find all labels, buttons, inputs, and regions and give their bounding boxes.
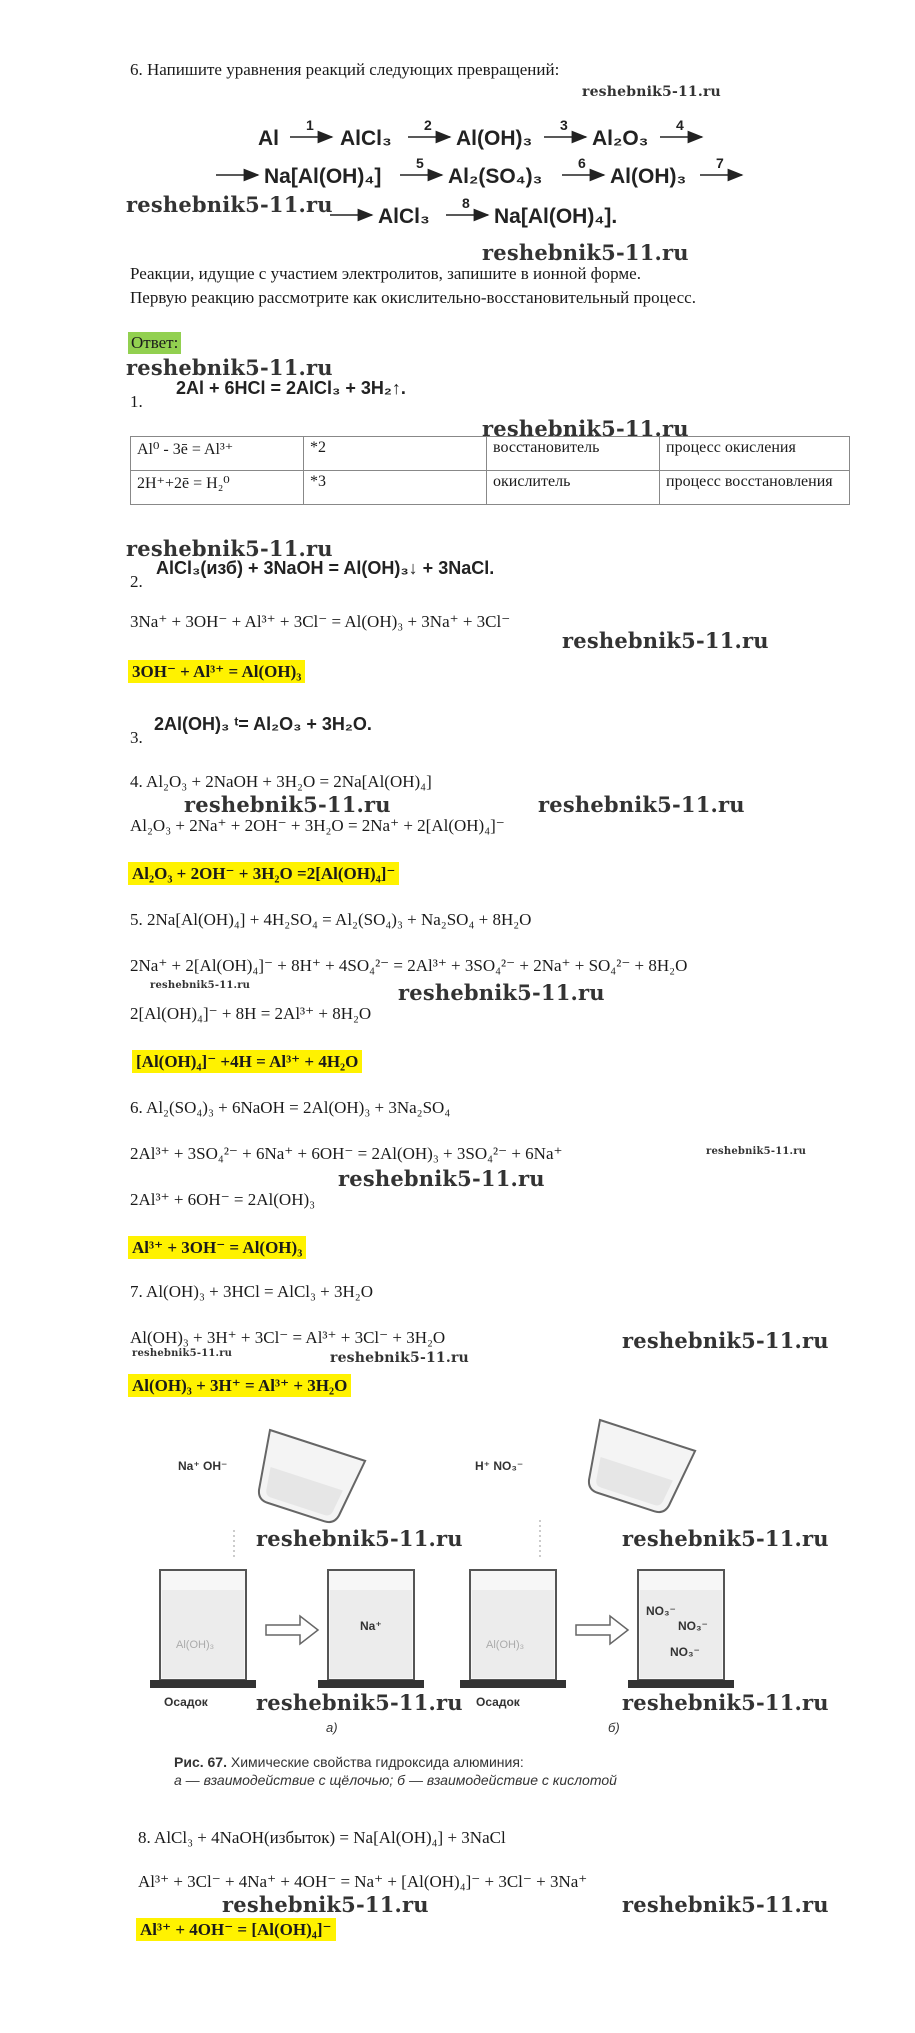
watermark: reshebnik5-11.ru xyxy=(126,536,333,561)
chain-item: Na[Al(OH)₄] xyxy=(264,165,382,188)
figure-label: NO₃⁻ xyxy=(646,1604,676,1618)
watermark: reshebnik5-11.ru xyxy=(256,1690,463,1715)
pouring-beaker-icon xyxy=(578,1420,695,1517)
ionic-full: 3Na⁺ + 3OH⁻ + Al³⁺ + 3Cl⁻ = Al(OH)₃ + 3Na⁺ + 3Cl⁻ xyxy=(130,612,511,631)
table-row xyxy=(131,437,850,471)
equation: 7. Al(OH)₃ + 3HCl = AlCl₃ + 3H₂O xyxy=(130,1282,373,1301)
table-cell: 2H⁺+2ē = H₂⁰ xyxy=(131,471,304,505)
ionic-short: 3OH⁻ + Al³⁺ = Al(OH)₃ xyxy=(128,660,305,683)
equation: 2Al + 6HCl = 2AlCl₃ + 3H₂↑. xyxy=(176,378,406,398)
figure-label: Na⁺ OH⁻ xyxy=(178,1459,228,1473)
figure-label: а) xyxy=(326,1720,338,1735)
ionic-full: Al₂O₃ + 2Na⁺ + 2OH⁻ + 3H₂O = 2Na⁺ + 2[Al(OH)₄]⁻ xyxy=(130,816,505,835)
table-row xyxy=(131,471,850,505)
ionic-short: Al³⁺ + 4OH⁻ = [Al(OH)₄]⁻ xyxy=(136,1918,336,1941)
ionic-mid: 2[Al(OH)₄]⁻ + 8H = 2Al³⁺ + 8H₂O xyxy=(130,1004,372,1023)
figure-label: NO₃⁻ xyxy=(678,1619,708,1633)
chain-step: 8 xyxy=(462,195,470,211)
chain-item: Al₂O₃ xyxy=(592,127,649,150)
ionic-short: Al₂O₃ + 2OH⁻ + 3H₂O =2[Al(OH)₄]⁻ xyxy=(128,862,399,885)
beaker-icon xyxy=(150,1570,256,1688)
watermark: reshebnik5-11.ru xyxy=(538,792,745,817)
watermark: reshebnik5-11.ru xyxy=(622,1892,829,1917)
watermark: reshebnik5-11.ru xyxy=(706,1146,807,1157)
chain-item: Na[Al(OH)₄]. xyxy=(494,205,618,228)
table-cell: процесс окисления xyxy=(660,437,850,471)
chain-step: 4 xyxy=(676,117,684,133)
equation: 6. Al₂(SO₄)₃ + 6NaOH = 2Al(OH)₃ + 3Na₂SO₄ xyxy=(130,1098,451,1117)
watermark: reshebnik5-11.ru xyxy=(582,84,721,100)
redox-table xyxy=(130,436,850,505)
step-number: 2. xyxy=(130,572,143,591)
watermark: reshebnik5-11.ru xyxy=(562,628,769,653)
equation: AlCl₃(изб) + 3NaOH = Al(OH)₃↓ + 3NaCl. xyxy=(156,558,495,578)
watermark: reshebnik5-11.ru xyxy=(338,1166,545,1191)
equation: 4. Al₂O₃ + 2NaOH + 3H₂O = 2Na[Al(OH)₄] xyxy=(130,772,432,791)
chain-step: 5 xyxy=(416,155,424,171)
figure-caption-line1: Химические свойства гидроксида алюминия: xyxy=(230,1754,524,1770)
ionic-full: 2Na⁺ + 2[Al(OH)₄]⁻ + 8H⁺ + 4SO₄²⁻ = 2Al³⁺ + 3SO₄²⁻ + 2Na⁺ + SO₄²⁻ + 8H₂O xyxy=(130,956,688,975)
step-number: 1. xyxy=(130,392,143,411)
equation: 8. AlCl₃ + 4NaOH(избыток) = Na[Al(OH)₄] + 3NaCl xyxy=(138,1828,506,1847)
watermark: reshebnik5-11.ru xyxy=(150,980,251,991)
figure-label: Осадок xyxy=(164,1695,208,1709)
chain-item: Al xyxy=(258,127,279,150)
equation: 2Al(OH)₃ ᵗ= Al₂O₃ + 3H₂O. xyxy=(154,714,372,734)
figure-caption-line2: а — взаимодействие с щёлочью; б — взаимодействие с кислотой xyxy=(174,1772,617,1788)
figure-label: Осадок xyxy=(476,1695,520,1709)
table-cell: Al⁰ - 3ē = Al³⁺ xyxy=(131,437,304,471)
figure-caption-number: Рис. 67. xyxy=(174,1754,227,1770)
watermark: reshebnik5-11.ru xyxy=(482,416,689,441)
instruction-1: Реакции, идущие с участием электролитов, запишите в ионной форме. xyxy=(130,264,641,283)
chain-step: 6 xyxy=(578,155,586,171)
figure-label: Na⁺ xyxy=(360,1619,382,1633)
chain-step: 2 xyxy=(424,117,432,133)
chain-step: 3 xyxy=(560,117,568,133)
chain-step: 1 xyxy=(306,117,314,133)
answer-label: Ответ: xyxy=(128,332,181,354)
chain-step: 7 xyxy=(716,155,724,171)
task-title: 6. Напишите уравнения реакций следующих превращений: xyxy=(130,60,560,79)
figure-label: Al(OH)₃ xyxy=(486,1639,525,1651)
watermark: reshebnik5-11.ru xyxy=(222,1892,429,1917)
table-cell: процесс восстановления xyxy=(660,471,850,505)
watermark: reshebnik5-11.ru xyxy=(126,192,333,217)
ionic-short: Al³⁺ + 3OH⁻ = Al(OH)₃ xyxy=(128,1236,306,1259)
beaker-icon xyxy=(460,1570,566,1688)
chain-item: Al(OH)₃ xyxy=(456,127,533,150)
figure-label: б) xyxy=(608,1720,620,1735)
table-cell: окислитель xyxy=(487,471,660,505)
table-cell: восстановитель xyxy=(487,437,660,471)
ionic-short: Al(OH)₃ + 3H⁺ = Al³⁺ + 3H₂O xyxy=(128,1374,351,1397)
watermark: reshebnik5-11.ru xyxy=(622,1690,829,1715)
chain-item: AlCl₃ xyxy=(378,205,430,228)
watermark: reshebnik5-11.ru xyxy=(622,1526,829,1551)
chain-item: Al₂(SO₄)₃ xyxy=(448,165,543,188)
ionic-full: Al³⁺ + 3Cl⁻ + 4Na⁺ + 4OH⁻ = Na⁺ + [Al(OH)₄]⁻ + 3Cl⁻ + 3Na⁺ xyxy=(138,1872,588,1891)
step-number: 3. xyxy=(130,728,143,747)
figure-label: NO₃⁻ xyxy=(670,1645,700,1659)
figure-label: H⁺ NO₃⁻ xyxy=(475,1459,524,1473)
chain-item: Al(OH)₃ xyxy=(610,165,687,188)
ionic-short: [Al(OH)₄]⁻ +4H = Al³⁺ + 4H₂O xyxy=(132,1050,362,1073)
table-cell: *3 xyxy=(304,471,487,505)
pouring-beaker-icon xyxy=(248,1430,365,1527)
watermark: reshebnik5-11.ru xyxy=(482,240,689,265)
watermark: reshebnik5-11.ru xyxy=(184,792,391,817)
ionic-full: Al(OH)₃ + 3H⁺ + 3Cl⁻ = Al³⁺ + 3Cl⁻ + 3H₂O xyxy=(130,1328,446,1347)
equation: 5. 2Na[Al(OH)₄] + 4H₂SO₄ = Al₂(SO₄)₃ + Na₂SO₄ + 8H₂O xyxy=(130,910,532,929)
figure-label: Al(OH)₃ xyxy=(176,1639,215,1651)
watermark: reshebnik5-11.ru xyxy=(132,1348,233,1359)
instruction-2: Первую реакцию рассмотрите как окислительно-восстановительный процесс. xyxy=(130,288,696,307)
watermark: reshebnik5-11.ru xyxy=(256,1526,463,1551)
table-cell: *2 xyxy=(304,437,487,471)
figure-caption xyxy=(174,1754,524,1770)
ionic-mid: 2Al³⁺ + 6OH⁻ = 2Al(OH)₃ xyxy=(130,1190,316,1209)
watermark: reshebnik5-11.ru xyxy=(622,1328,829,1353)
watermark: reshebnik5-11.ru xyxy=(330,1350,469,1366)
watermark: reshebnik5-11.ru xyxy=(126,355,333,380)
chain-item: AlCl₃ xyxy=(340,127,392,150)
watermark: reshebnik5-11.ru xyxy=(398,980,605,1005)
ionic-full: 2Al³⁺ + 3SO₄²⁻ + 6Na⁺ + 6OH⁻ = 2Al(OH)₃ + 3SO₄²⁻ + 6Na⁺ xyxy=(130,1144,563,1163)
